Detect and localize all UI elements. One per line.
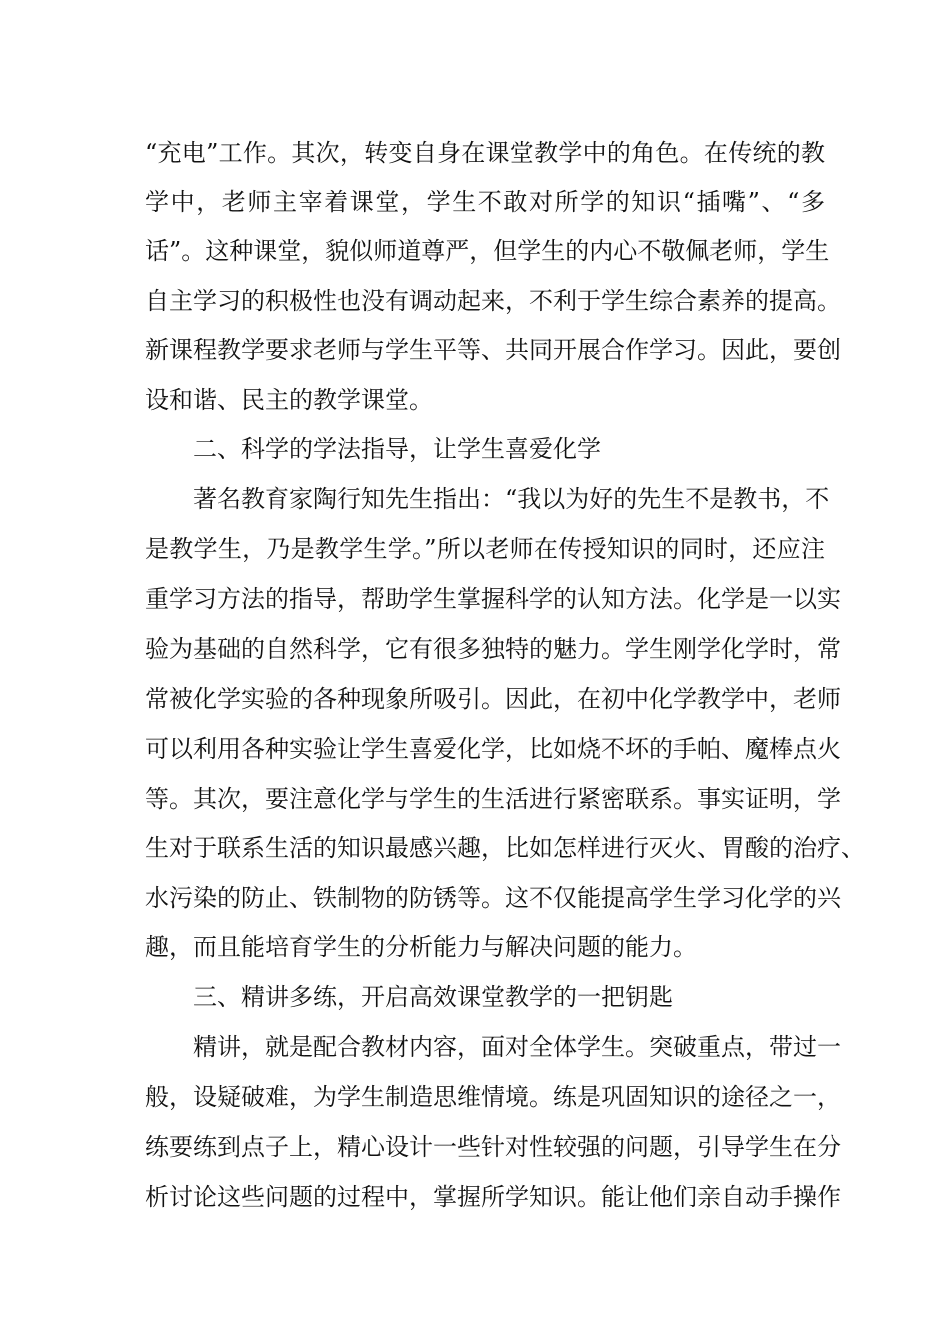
- text-line: “充电”工作。其次，转变自身在课堂教学中的角色。在传统的教: [145, 139, 825, 167]
- text-line: 水污染的防止、铁制物的防锈等。这不仅能提高学生学习化学的兴: [145, 884, 841, 912]
- text-line: 著名教育家陶行知先生指出：“我以为好的先生不是教书，不: [193, 485, 830, 513]
- section-heading: 三、精讲多练，开启高效课堂教学的一把钥匙: [193, 983, 673, 1011]
- text-line: 练要练到点子上，精心设计一些针对性较强的问题，引导学生在分: [145, 1133, 841, 1161]
- text-line: 话”。这种课堂，貌似师道尊严，但学生的内心不敬佩老师，学生: [145, 237, 830, 265]
- text-line: 生对于联系生活的知识最感兴趣，比如怎样进行灭火、胃酸的治疗、: [145, 834, 865, 862]
- section-heading: 二、科学的学法指导，让学生喜爱化学: [193, 435, 601, 463]
- text-line: 新课程教学要求老师与学生平等、共同开展合作学习。因此，要创: [145, 336, 841, 364]
- text-line: 设和谐、民主的教学课堂。: [145, 386, 433, 414]
- text-line: 学中，老师主宰着课堂，学生不敢对所学的知识“插嘴”、“多: [145, 188, 825, 216]
- text-line: 自主学习的积极性也没有调动起来，不利于学生综合素养的提高。: [145, 287, 841, 315]
- text-line: 般，设疑破难，为学生制造思维情境。练是巩固知识的途径之一，: [145, 1083, 841, 1111]
- text-line: 精讲，就是配合教材内容，面对全体学生。突破重点，带过一: [193, 1033, 841, 1061]
- text-line: 常被化学实验的各种现象所吸引。因此，在初中化学教学中，老师: [145, 685, 841, 713]
- text-line: 等。其次，要注意化学与学生的生活进行紧密联系。事实证明，学: [145, 785, 841, 813]
- text-line: 趣，而且能培育学生的分析能力与解决问题的能力。: [145, 933, 697, 961]
- text-line: 析讨论这些问题的过程中，掌握所学知识。能让他们亲自动手操作: [145, 1183, 841, 1211]
- text-line: 可以利用各种实验让学生喜爱化学，比如烧不坏的手帕、魔棒点火: [145, 735, 841, 763]
- text-line: 是教学生，乃是教学生学。”所以老师在传授知识的同时，还应注: [145, 535, 825, 563]
- text-line: 验为基础的自然科学，它有很多独特的魅力。学生刚学化学时，常: [145, 635, 841, 663]
- text-line: 重学习方法的指导，帮助学生掌握科学的认知方法。化学是一以实: [145, 585, 841, 613]
